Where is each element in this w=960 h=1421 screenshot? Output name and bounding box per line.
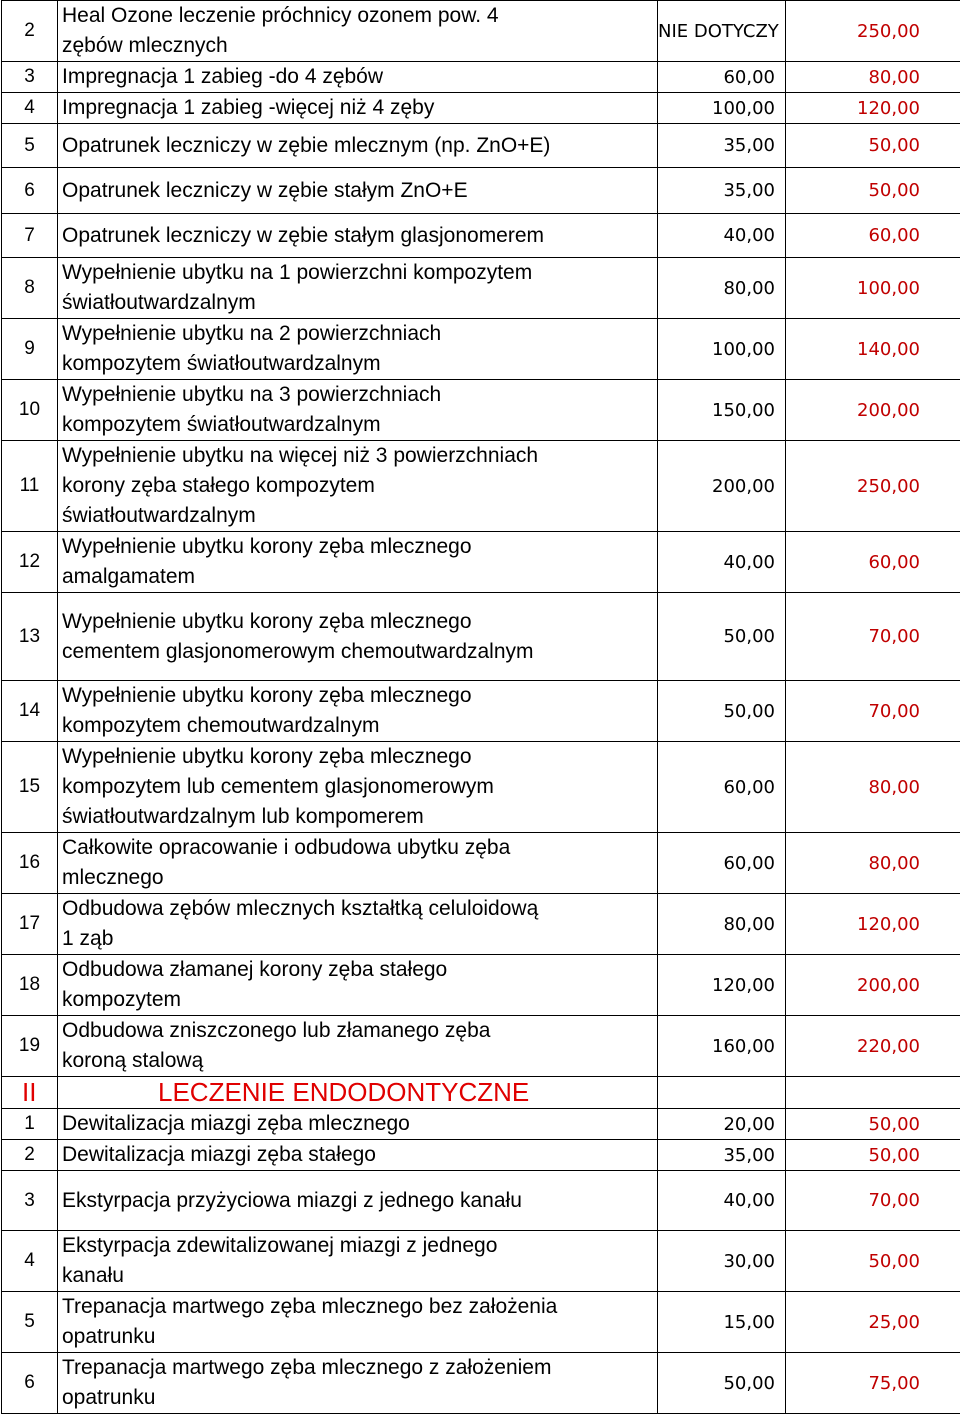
price-standard: 35,00 — [658, 124, 786, 168]
price-list-body — [2, 1, 960, 1414]
description-line: Odbudowa złamanej korony zęba stałego — [62, 958, 448, 981]
empty-cell — [786, 1077, 960, 1109]
row-number: 3 — [2, 62, 58, 93]
description-line: mlecznego — [62, 866, 164, 889]
price-alternate: 80,00 — [786, 62, 960, 93]
service-description — [58, 380, 658, 441]
table-row — [2, 1231, 960, 1292]
row-number: 10 — [2, 380, 58, 441]
price-standard: 150,00 — [658, 380, 786, 441]
service-description — [58, 742, 658, 833]
price-standard: 40,00 — [658, 532, 786, 593]
description-line: Wypełnienie ubytku korony zęba mlecznego — [62, 535, 472, 558]
price-alternate: 250,00 — [786, 1, 960, 62]
description-line: światłoutwardzalnym — [62, 291, 256, 314]
service-description — [58, 1140, 658, 1171]
price-standard: 80,00 — [658, 894, 786, 955]
description-line: Wypełnienie ubytku korony zęba mlecznego — [62, 609, 472, 633]
description-line: Heal Ozone leczenie próchnicy ozonem pow. 4 — [62, 4, 499, 27]
row-number: 18 — [2, 955, 58, 1016]
service-description — [58, 1171, 658, 1231]
price-alternate: 220,00 — [786, 1016, 960, 1077]
price-standard: 40,00 — [658, 1171, 786, 1231]
description-line: światłoutwardzalnym — [62, 504, 256, 527]
description-line: opatrunku — [62, 1325, 156, 1348]
row-number: 15 — [2, 742, 58, 833]
row-number: 4 — [2, 93, 58, 124]
row-number: 2 — [2, 1, 58, 62]
row-number: 11 — [2, 441, 58, 532]
price-alternate: 200,00 — [786, 955, 960, 1016]
price-alternate: 140,00 — [786, 319, 960, 380]
table-row — [2, 214, 960, 258]
service-description — [58, 214, 658, 258]
description-line: Wypełnienie ubytku korony zęba mlecznego — [62, 745, 472, 768]
service-description — [58, 1231, 658, 1292]
price-standard: 50,00 — [658, 1353, 786, 1414]
section-number: II — [2, 1077, 58, 1109]
price-standard: 100,00 — [658, 93, 786, 124]
price-standard: 35,00 — [658, 1140, 786, 1171]
table-row — [2, 593, 960, 681]
description-line: Opatrunek leczniczy w zębie mlecznym (np. ZnO+E) — [62, 133, 551, 157]
table-row — [2, 1, 960, 62]
price-alternate: 60,00 — [786, 532, 960, 593]
table-row — [2, 1109, 960, 1140]
table-row — [2, 742, 960, 833]
price-alternate: 100,00 — [786, 258, 960, 319]
price-standard: 100,00 — [658, 319, 786, 380]
empty-cell — [658, 1077, 786, 1109]
description-line: 1 ząb — [62, 927, 114, 950]
row-number: 1 — [2, 1109, 58, 1140]
description-line: opatrunku — [62, 1386, 156, 1409]
table-row — [2, 1171, 960, 1231]
table-row — [2, 833, 960, 894]
service-description — [58, 833, 658, 894]
table-row — [2, 93, 960, 124]
description-line: Odbudowa zniszczonego lub złamanego zęba — [62, 1019, 491, 1042]
description-line: koroną stalową — [62, 1049, 204, 1072]
price-standard: 200,00 — [658, 441, 786, 532]
table-row — [2, 955, 960, 1016]
description-line: kompozytem światłoutwardzalnym — [62, 413, 381, 436]
service-description — [58, 319, 658, 380]
price-alternate: 80,00 — [786, 833, 960, 894]
description-line: Dewitalizacja miazgi zęba mlecznego — [62, 1112, 410, 1135]
service-description — [58, 1016, 658, 1077]
description-line: światłoutwardzalnym lub kompomerem — [62, 805, 424, 828]
description-line: korony zęba stałego kompozytem — [62, 474, 375, 497]
price-standard: 60,00 — [658, 62, 786, 93]
price-alternate: 120,00 — [786, 894, 960, 955]
table-row — [2, 1292, 960, 1353]
price-alternate: 60,00 — [786, 214, 960, 258]
table-row — [2, 1140, 960, 1171]
price-standard: 15,00 — [658, 1292, 786, 1353]
description-line: Wypełnienie ubytku korony zęba mlecznego — [62, 684, 472, 707]
service-description — [58, 593, 658, 681]
table-row — [2, 380, 960, 441]
description-line: Wypełnienie ubytku na 1 powierzchni kompozytem — [62, 261, 533, 284]
description-line: kompozytem światłoutwardzalnym — [62, 352, 381, 375]
price-alternate: 50,00 — [786, 1140, 960, 1171]
description-line: Odbudowa zębów mlecznych kształtką celuloidową — [62, 897, 539, 920]
service-description — [58, 532, 658, 593]
service-description — [58, 1292, 658, 1353]
description-line: kompozytem chemoutwardzalnym — [62, 714, 380, 737]
row-number: 8 — [2, 258, 58, 319]
price-alternate: 70,00 — [786, 593, 960, 681]
service-description — [58, 168, 658, 214]
table-row — [2, 319, 960, 380]
description-line: Wypełnienie ubytku na 3 powierzchniach — [62, 383, 442, 406]
price-standard: 160,00 — [658, 1016, 786, 1077]
price-standard: 30,00 — [658, 1231, 786, 1292]
table-row — [2, 1016, 960, 1077]
table-row — [2, 681, 960, 742]
description-line: Całkowite opracowanie i odbudowa ubytku zęba — [62, 836, 511, 859]
service-description — [58, 681, 658, 742]
price-alternate: 120,00 — [786, 93, 960, 124]
description-line: Trepanacja martwego zęba mlecznego z założeniem — [62, 1356, 552, 1379]
service-description — [58, 441, 658, 532]
price-list-table — [1, 0, 960, 1414]
row-number: 13 — [2, 593, 58, 681]
price-standard: 20,00 — [658, 1109, 786, 1140]
description-line: Impregnacja 1 zabieg -do 4 zębów — [62, 65, 384, 88]
description-line: cementem glasjonomerowym chemoutwardzalnym — [62, 639, 534, 663]
row-number: 3 — [2, 1171, 58, 1231]
row-number: 6 — [2, 1353, 58, 1414]
description-line: Ekstyrpacja zdewitalizowanej miazgi z jednego — [62, 1234, 498, 1257]
description-line: amalgamatem — [62, 565, 196, 588]
service-description — [58, 1, 658, 62]
row-number: 5 — [2, 124, 58, 168]
row-number: 12 — [2, 532, 58, 593]
description-line: zębów mlecznych — [62, 34, 228, 57]
description-line: Dewitalizacja miazgi zęba stałego — [62, 1143, 376, 1166]
row-number: 7 — [2, 214, 58, 258]
price-standard: 120,00 — [658, 955, 786, 1016]
price-alternate: 50,00 — [786, 168, 960, 214]
description-line: kompozytem — [62, 988, 182, 1011]
price-alternate: 70,00 — [786, 681, 960, 742]
price-standard: 40,00 — [658, 214, 786, 258]
row-number: 19 — [2, 1016, 58, 1077]
table-row — [2, 532, 960, 593]
price-alternate: 200,00 — [786, 380, 960, 441]
row-number: 5 — [2, 1292, 58, 1353]
service-description — [58, 258, 658, 319]
row-number: 16 — [2, 833, 58, 894]
price-alternate: 50,00 — [786, 124, 960, 168]
row-number: 6 — [2, 168, 58, 214]
description-line: Opatrunek leczniczy w zębie stałym ZnO+E — [62, 178, 468, 202]
price-alternate: 50,00 — [786, 1109, 960, 1140]
description-line: Wypełnienie ubytku na 2 powierzchniach — [62, 322, 442, 345]
description-line: kanału — [62, 1264, 124, 1287]
section-title: LECZENIE ENDODONTYCZNE — [58, 1077, 658, 1109]
price-standard: 80,00 — [658, 258, 786, 319]
price-alternate: 50,00 — [786, 1231, 960, 1292]
table-row — [2, 62, 960, 93]
row-number: 4 — [2, 1231, 58, 1292]
service-description — [58, 1109, 658, 1140]
price-alternate: 80,00 — [786, 742, 960, 833]
description-line: Opatrunek leczniczy w zębie stałym glasjonomerem — [62, 223, 545, 247]
price-standard: 50,00 — [658, 593, 786, 681]
price-standard: 60,00 — [658, 742, 786, 833]
description-line: Impregnacja 1 zabieg -więcej niż 4 zęby — [62, 96, 435, 119]
table-row — [2, 168, 960, 214]
price-standard: NIE DOTYCZY — [658, 1, 786, 62]
service-description — [58, 62, 658, 93]
service-description — [58, 1353, 658, 1414]
price-alternate: 25,00 — [786, 1292, 960, 1353]
service-description — [58, 93, 658, 124]
service-description — [58, 955, 658, 1016]
price-standard: 50,00 — [658, 681, 786, 742]
table-row — [2, 124, 960, 168]
table-row — [2, 1353, 960, 1414]
price-alternate: 70,00 — [786, 1171, 960, 1231]
row-number: 14 — [2, 681, 58, 742]
price-standard: 60,00 — [658, 833, 786, 894]
price-standard: 35,00 — [658, 168, 786, 214]
row-number: 17 — [2, 894, 58, 955]
description-line: kompozytem lub cementem glasjonomerowym — [62, 775, 494, 798]
service-description — [58, 124, 658, 168]
row-number: 2 — [2, 1140, 58, 1171]
table-row — [2, 441, 960, 532]
price-alternate: 75,00 — [786, 1353, 960, 1414]
table-row — [2, 258, 960, 319]
description-line: Wypełnienie ubytku na więcej niż 3 powierzchniach — [62, 444, 539, 467]
section-header-row — [2, 1077, 960, 1109]
service-description — [58, 894, 658, 955]
description-line: Ekstyrpacja przyżyciowa miazgi z jednego kanału — [62, 1188, 522, 1212]
table-row — [2, 894, 960, 955]
row-number: 9 — [2, 319, 58, 380]
price-alternate: 250,00 — [786, 441, 960, 532]
description-line: Trepanacja martwego zęba mlecznego bez założenia — [62, 1295, 558, 1318]
